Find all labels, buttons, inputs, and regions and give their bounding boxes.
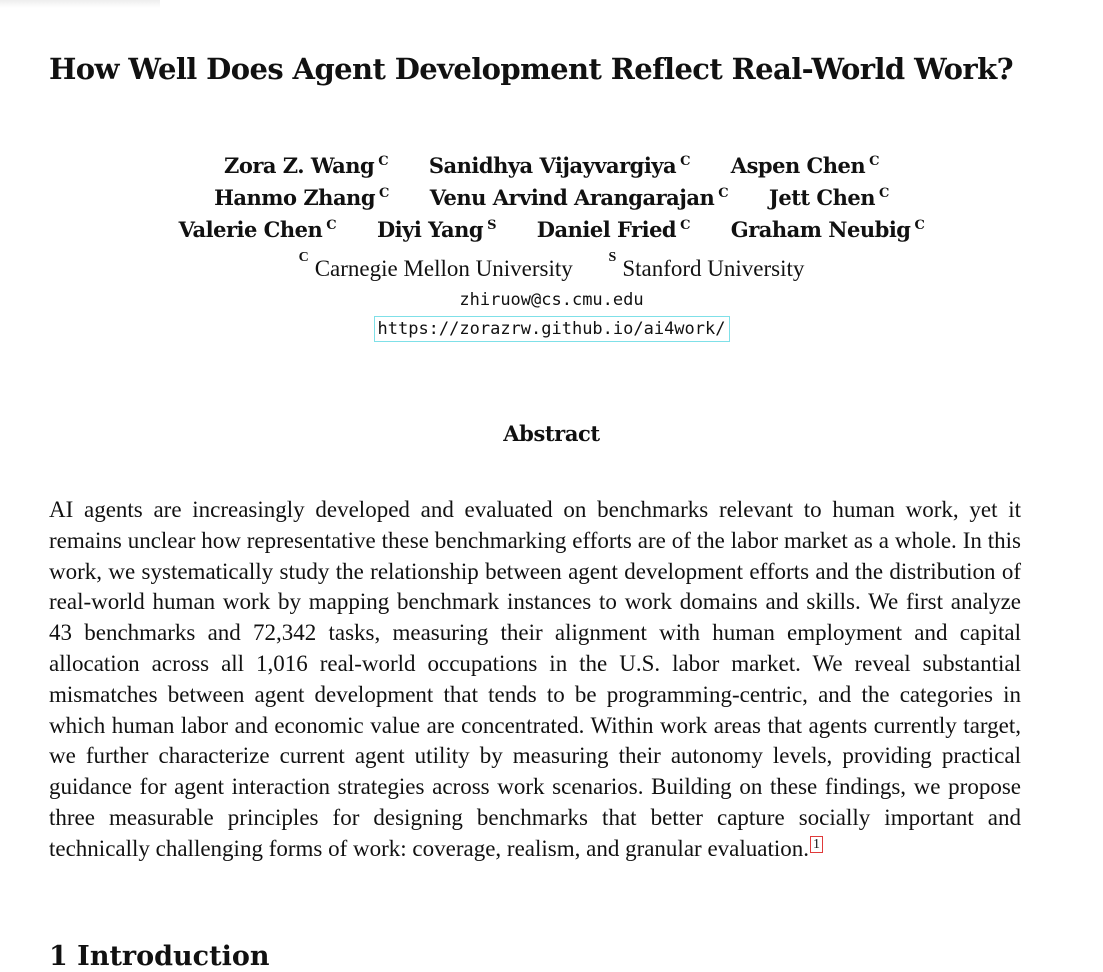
author xyxy=(179,214,337,246)
author-row-2 xyxy=(0,182,1103,214)
affiliation-mark: C xyxy=(379,186,389,201)
section-heading: 1 Introduction xyxy=(49,941,270,972)
author-name: Jett Chen xyxy=(768,185,876,210)
author-row-3 xyxy=(0,214,1103,246)
author-name: Zora Z. Wang xyxy=(223,153,375,178)
author-name: Daniel Fried xyxy=(536,217,677,242)
author xyxy=(214,182,389,214)
affiliation-mark: C xyxy=(680,154,690,169)
affiliation-mark: C xyxy=(298,250,309,265)
author xyxy=(731,214,925,246)
affiliation-mark: C xyxy=(378,154,389,169)
paper-title: How Well Does Agent Development Reflect Real-World Work? xyxy=(49,52,1013,86)
affiliation-mark: C xyxy=(680,218,690,233)
author xyxy=(377,214,496,246)
footnote-link[interactable]: 1 xyxy=(810,836,823,853)
author-row-1 xyxy=(0,150,1103,182)
author-block xyxy=(0,150,1103,246)
affiliation-line xyxy=(0,250,1103,282)
affiliation xyxy=(608,250,805,282)
author xyxy=(537,214,690,246)
abstract-text: AI agents are increasingly developed and evaluated on benchmarks relevant to human work, yet it remains unclear how representative these benchmarking efforts are of the labor market as a whole. In this work, we systematically study the relationship between agent development efforts and the distribution of real-world human work by mapping benchmark instances to work domains and skills. We first analyze 43 benchmarks and 72,342 tasks, measuring their alignment with human employment and capital allocation across all 1,016 real-world occupations in the U.S. labor market. We reveal substantial mismatches between agent development that tends to be programming-centric, and the categories in which human labor and economic value are concentrated. Within work areas that agents currently target, we further characterize current agent utility by measuring their autonomy levels, providing practical guidance for agent interaction strategies across work scenarios. Building on these findings, we propose three measurable principles for designing benchmarks that better capture socially important and technically challenging forms of work: coverage, realism, and granular evaluation. xyxy=(49,497,1021,861)
author xyxy=(430,182,728,214)
tab-strip xyxy=(0,0,160,8)
affiliation xyxy=(298,250,573,282)
affiliation-mark: S xyxy=(608,250,617,265)
affiliation-mark: C xyxy=(869,154,880,169)
project-url-wrapper xyxy=(0,316,1103,342)
author-name: Sanidhya Vijayvargiya xyxy=(428,153,677,178)
author xyxy=(224,150,388,182)
abstract-body xyxy=(49,495,1021,865)
affiliation-mark: C xyxy=(326,218,337,233)
affiliation-name: Carnegie Mellon University xyxy=(314,256,573,281)
author-name: Hanmo Zhang xyxy=(214,185,376,210)
affiliation-mark: C xyxy=(718,186,729,201)
contact-email: zhiruow@cs.cmu.edu xyxy=(459,290,644,310)
abstract-heading: Abstract xyxy=(503,421,600,446)
affiliation-name: Stanford University xyxy=(622,256,805,281)
affiliation-mark: S xyxy=(487,218,496,233)
author-name: Venu Arvind Arangarajan xyxy=(429,185,715,210)
project-url-link[interactable]: https://zorazrw.github.io/ai4work/ xyxy=(374,316,730,342)
author-name: Graham Neubig xyxy=(730,217,911,242)
affiliation-mark: C xyxy=(914,218,925,233)
author-name: Valerie Chen xyxy=(178,217,323,242)
author xyxy=(731,150,879,182)
author-name: Diyi Yang xyxy=(376,217,484,242)
author xyxy=(769,182,889,214)
affiliation-mark: C xyxy=(879,186,889,201)
author xyxy=(429,150,690,182)
author-name: Aspen Chen xyxy=(730,153,866,178)
